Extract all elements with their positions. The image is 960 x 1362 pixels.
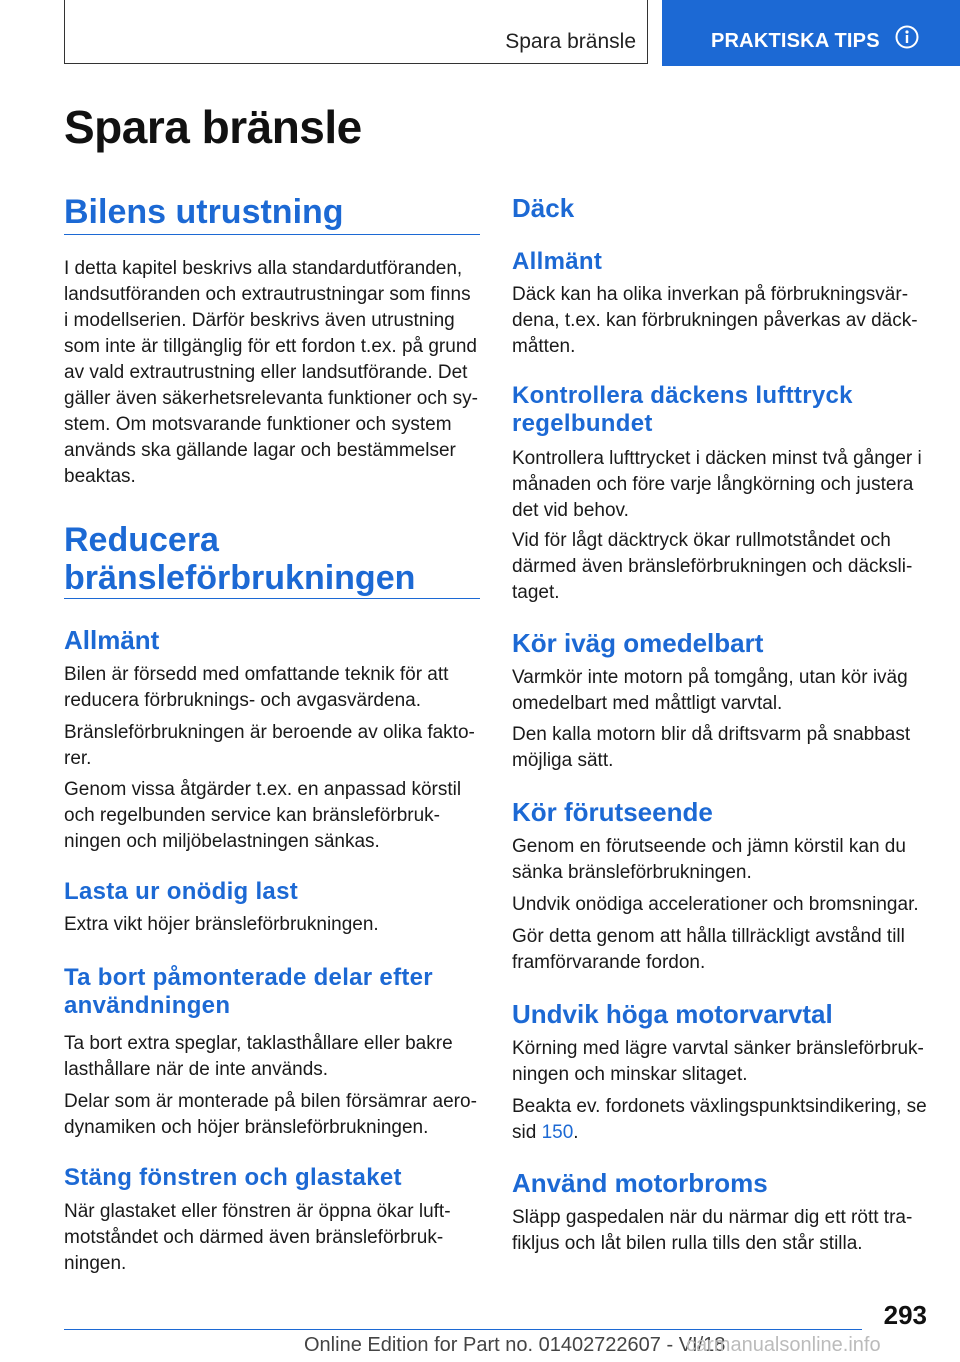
rpm-paragraph-2-end: . (573, 1122, 579, 1143)
rpm-paragraph-2 (512, 1094, 932, 1146)
remove-paragraph-1: Ta bort extra speglar, taklasthållare eller bakre lasthållare när de inte används. (64, 1033, 453, 1080)
brake-paragraph: Släpp gaspedalen när du närmar dig ett rött tra-fikljus och låt bilen rulla tills den står stilla. (512, 1207, 913, 1254)
page-number: 293 (883, 1300, 927, 1330)
tires-general-paragraph: Däck kan ha olika inverkan på förbrukningsvär-dena, t.ex. kan förbrukningen påverkas av däck-måtten. (512, 284, 918, 357)
remove-paragraph-2: Delar som är monterade på bilen försämrar aero-dynamiken och höjer bränsleförbrukningen. (64, 1091, 477, 1138)
unload-paragraph: Extra vikt höjer bränsleförbrukningen. (64, 914, 379, 935)
general-paragraph-1: Bilen är försedd med omfattande teknik för att reducera förbruknings- och avgasvärdena. (64, 664, 449, 711)
pressure-paragraph-1: Kontrollera lufttrycket i däcken minst två gånger i månaden och före varje långkörning och justera det vid behov. (512, 448, 922, 521)
rpm-paragraph-2-text: Beakta ev. fordonets växlingspunktsindikering, se sid (512, 1096, 927, 1143)
heading-reduce-consumption: Reducera bränsleförbrukningen (64, 521, 416, 597)
heading-rule (64, 234, 480, 235)
general-paragraph-2: Bränsleförbrukningen är beroende av olika fakto-rer. (64, 722, 475, 769)
equipment-text: I detta kapitel beskrivs alla standardutföranden, landsutföranden och extrautrustningar som finns i modellserien. Därför beskrivs även utrustning som inte är tillgänglig för ett fordon t.ex. på grund av vald extrautrustning eller landsutförande. Det gäller även säkerhetsrelevanta funktioner och sy-stem. Om motsvarande funktioner och system används ska gällande lagar och bestämmelser beaktas. (64, 258, 479, 487)
info-icon[interactable] (895, 25, 919, 49)
heading-anticipate: Kör förutseende (512, 797, 713, 827)
heading-close-windows: Stäng fönstren och glastaket (64, 1164, 402, 1191)
header-tab-label: PRAKTISKA TIPS (711, 30, 880, 52)
anticipate-paragraph-3: Gör detta genom att hålla tillräckligt avstånd till framförvarande fordon. (512, 926, 905, 973)
header-section-title: Spara bränsle (505, 30, 636, 53)
header-tab-practical-tips[interactable] (662, 0, 960, 66)
rpm-paragraph-1: Körning med lägre varvtal sänker bränsleförbruk-ningen och minskar slitaget. (512, 1038, 924, 1085)
footer-watermark: carmanualsonline.info (686, 1334, 881, 1356)
heading-drive-off: Kör iväg omedelbart (512, 628, 764, 658)
heading-equipment: Bilens utrustning (64, 193, 344, 231)
windows-paragraph: När glastaket eller fönstren är öppna ökar luft-motståndet och därmed även bränsleförbruk-ningen. (64, 1201, 451, 1274)
heading-unload: Lasta ur onödig last (64, 878, 299, 905)
heading-avoid-high-rpm: Undvik höga motorvarvtal (512, 999, 833, 1029)
footer-edition: Online Edition for Part no. 01402722607 - VI/18 (304, 1334, 726, 1356)
drive-paragraph-2: Den kalla motorn blir då driftsvarm på snabbast möjliga sätt. (512, 724, 911, 771)
page-reference-link[interactable]: 150 (541, 1122, 574, 1143)
pressure-paragraph-2: Vid för lågt däcktryck ökar rullmotståndet och därmed även bränsleförbrukningen och däcksli-taget. (512, 530, 913, 603)
heading-tires: Däck (512, 193, 575, 223)
general-paragraph-3: Genom vissa åtgärder t.ex. en anpassad körstil och regelbunden service kan bränsleförbruk-ningen och miljöbelastningen sänkas. (64, 779, 462, 852)
heading-general: Allmänt (64, 625, 160, 655)
footer-rule (64, 1329, 862, 1330)
heading-tire-pressure: Kontrollera däckens lufttryck regelbundet (512, 382, 853, 437)
page-title: Spara bränsle (64, 101, 362, 153)
anticipate-paragraph-2: Undvik onödiga accelerationer och bromsningar. (512, 894, 919, 915)
heading-engine-brake: Använd motorbroms (512, 1168, 768, 1198)
heading-rule (64, 598, 480, 599)
heading-tires-general: Allmänt (512, 248, 603, 275)
anticipate-paragraph-1: Genom en förutseende och jämn körstil kan du sänka bränsleförbrukningen. (512, 836, 906, 883)
heading-remove-parts: Ta bort påmonterade delar efter användningen (64, 964, 433, 1019)
drive-paragraph-1: Varmkör inte motorn på tomgång, utan kör iväg omedelbart med måttligt varvtal. (512, 667, 908, 714)
